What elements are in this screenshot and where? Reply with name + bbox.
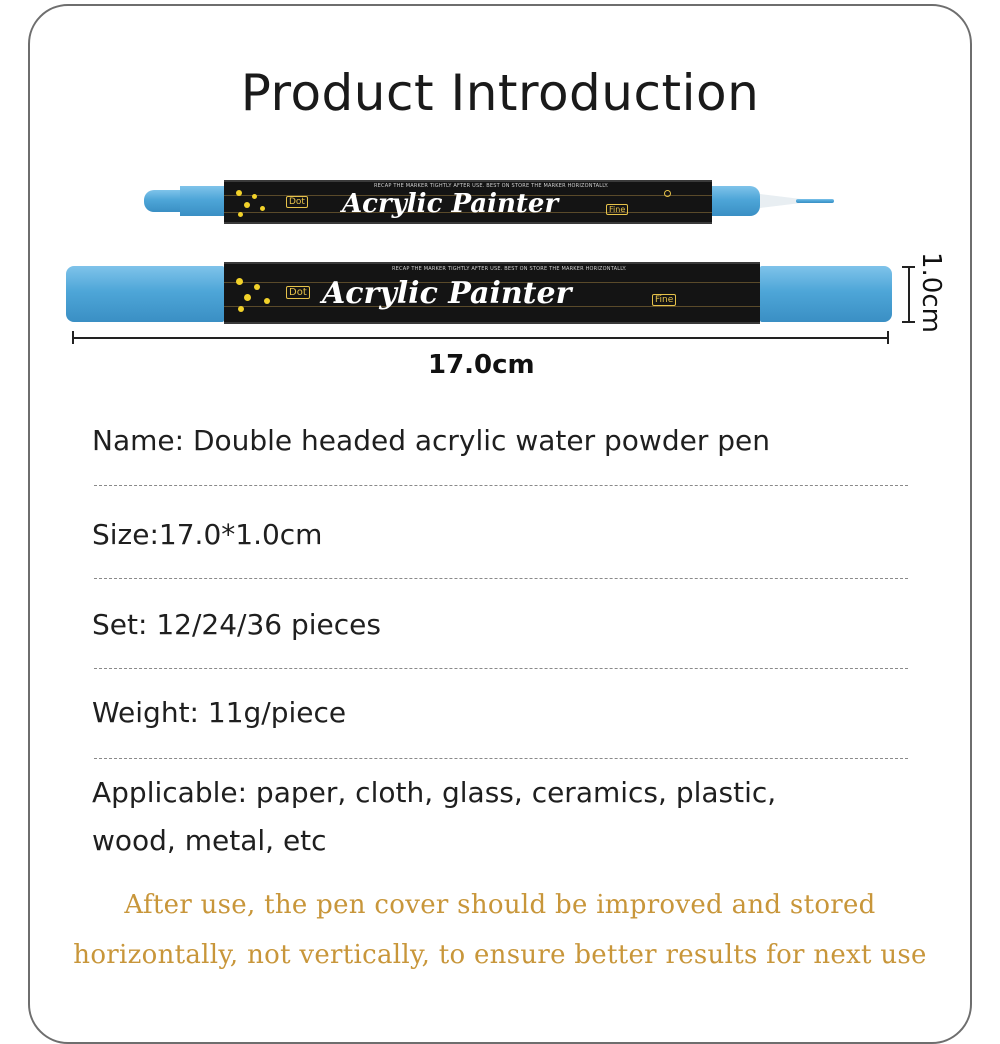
tag-fine: Fine — [606, 204, 628, 215]
diameter-tick-bottom — [902, 321, 915, 323]
pen-dot-tip — [144, 190, 184, 212]
spec-applicable-line2: wood, metal, etc — [92, 824, 327, 857]
tag-dot: Dot — [286, 196, 308, 208]
usage-note-line1: After use, the pen cover should be improved and stored — [124, 890, 876, 920]
length-tick-left — [72, 331, 74, 344]
spec-set: Set: 12/24/36 pieces — [92, 608, 381, 641]
divider — [94, 668, 908, 669]
length-label: 17.0cm — [428, 350, 535, 380]
divider — [94, 758, 908, 759]
diameter-dimension-line — [908, 266, 910, 322]
pen-fine-nib — [796, 199, 834, 203]
diameter-tick-top — [902, 266, 915, 268]
pen-warning-text-capped: RECAP THE MARKER TIGHTLY AFTER USE. BEST ON STORE THE MARKER HORIZONTALLY. — [392, 266, 627, 272]
pen-left-cap — [66, 266, 224, 322]
spec-weight: Weight: 11g/piece — [92, 696, 347, 729]
page-title: Product Introduction — [240, 64, 760, 122]
divider — [94, 578, 908, 579]
pen-barrel — [224, 180, 712, 224]
pen-brand-text: Acrylic Painter — [342, 189, 559, 219]
spec-size: Size:17.0*1.0cm — [92, 518, 323, 551]
spec-name: Name: Double headed acrylic water powder pen — [92, 424, 770, 457]
pen-uncapped — [140, 174, 840, 230]
pen-right-cap — [760, 266, 892, 322]
pen-barrel-capped — [224, 262, 760, 324]
length-dimension-line — [72, 337, 888, 339]
pen-left-collar — [180, 186, 224, 216]
pen-capped — [66, 262, 896, 324]
length-tick-right — [887, 331, 889, 344]
pen-warning-text: RECAP THE MARKER TIGHTLY AFTER USE. BEST ON STORE THE MARKER HORIZONTALLY. — [374, 183, 609, 189]
diameter-label: 1.0cm — [916, 252, 946, 333]
spec-applicable-line1: Applicable: paper, cloth, glass, ceramics, plastic, — [92, 776, 777, 809]
usage-note-line2: horizontally, not vertically, to ensure better results for next use — [73, 940, 927, 970]
tag-fine-capped: Fine — [652, 294, 676, 306]
pen-brand-text-capped: Acrylic Painter — [322, 276, 572, 311]
divider — [94, 485, 908, 486]
tag-dot-capped: Dot — [286, 286, 310, 299]
pen-right-collar — [712, 186, 760, 216]
